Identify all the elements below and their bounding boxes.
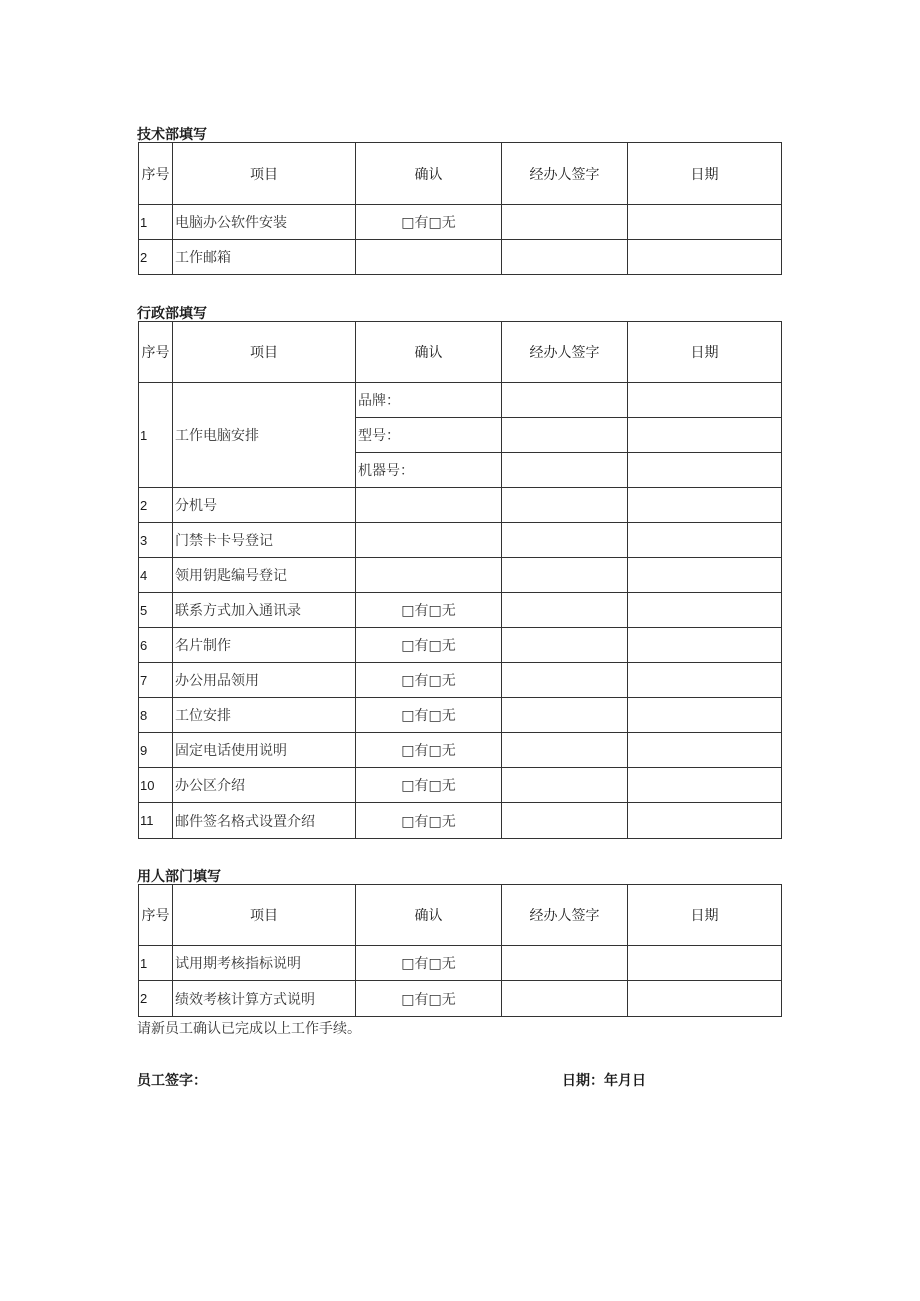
signer-cell[interactable] <box>502 768 628 803</box>
table-row <box>139 558 782 593</box>
row-no: 5 <box>139 593 173 628</box>
signer-cell[interactable] <box>502 205 628 240</box>
row-item: 门禁卡卡号登记 <box>173 523 356 558</box>
row-no: 1 <box>139 205 173 240</box>
row-no: 4 <box>139 558 173 593</box>
date-cell[interactable] <box>628 205 782 240</box>
table-row <box>139 593 782 628</box>
row-item: 分机号 <box>173 488 356 523</box>
hiring-table <box>138 884 782 1017</box>
date-cell[interactable] <box>628 768 782 803</box>
confirm-cell[interactable] <box>356 240 502 275</box>
date-cell[interactable] <box>628 663 782 698</box>
table-header-row <box>139 885 782 946</box>
row-item: 工位安排 <box>173 698 356 733</box>
row-no: 1 <box>139 383 173 488</box>
signer-cell[interactable] <box>502 488 628 523</box>
confirm-cell[interactable] <box>356 523 502 558</box>
row-no: 7 <box>139 663 173 698</box>
row-no: 1 <box>139 946 173 981</box>
employee-sign-label: 员工签字： <box>137 1073 207 1089</box>
date-cell[interactable] <box>628 733 782 768</box>
date-cell[interactable] <box>628 488 782 523</box>
row-no: 2 <box>139 488 173 523</box>
table-header-row <box>139 322 782 383</box>
row-item: 电脑办公软件安装 <box>173 205 356 240</box>
date-cell[interactable] <box>628 418 782 453</box>
table-row <box>139 981 782 1017</box>
row-no: 9 <box>139 733 173 768</box>
row-no: 10 <box>139 768 173 803</box>
admin-table <box>138 321 782 839</box>
row-item: 名片制作 <box>173 628 356 663</box>
confirm-checkbox[interactable]: □有□无 <box>356 946 502 981</box>
row-item: 固定电话使用说明 <box>173 733 356 768</box>
header-signer: 经办人签字 <box>502 322 628 383</box>
serial-field[interactable]: 机器号： <box>356 453 502 488</box>
table-row <box>139 628 782 663</box>
table-row <box>139 523 782 558</box>
header-signer: 经办人签字 <box>502 885 628 946</box>
table-row <box>139 946 782 981</box>
row-no: 2 <box>139 240 173 275</box>
header-item: 项目 <box>173 322 356 383</box>
row-no: 3 <box>139 523 173 558</box>
table-row <box>139 803 782 839</box>
row-item: 办公用品领用 <box>173 663 356 698</box>
confirm-checkbox[interactable]: □有□无 <box>356 663 502 698</box>
header-confirm: 确认 <box>356 885 502 946</box>
signer-cell[interactable] <box>502 628 628 663</box>
signer-cell[interactable] <box>502 803 628 839</box>
date-cell[interactable] <box>628 240 782 275</box>
row-item: 工作电脑安排 <box>173 383 356 488</box>
header-no: 序号 <box>139 322 173 383</box>
tech-section-title: 技术部填写 <box>137 127 207 143</box>
table-row <box>139 205 782 240</box>
row-item: 邮件签名格式设置介绍 <box>173 803 356 839</box>
row-no: 6 <box>139 628 173 663</box>
admin-section-title: 行政部填写 <box>137 306 207 322</box>
confirm-checkbox[interactable]: □有□无 <box>356 593 502 628</box>
row-no: 11 <box>139 803 173 839</box>
table-row <box>139 768 782 803</box>
row-item: 办公区介绍 <box>173 768 356 803</box>
confirm-cell[interactable] <box>356 558 502 593</box>
signer-cell[interactable] <box>502 523 628 558</box>
header-item: 项目 <box>173 885 356 946</box>
confirm-checkbox[interactable]: □有□无 <box>356 981 502 1017</box>
tech-table <box>138 142 782 275</box>
date-cell[interactable] <box>628 593 782 628</box>
date-cell[interactable] <box>628 946 782 981</box>
row-no: 2 <box>139 981 173 1017</box>
header-no: 序号 <box>139 143 173 205</box>
row-item: 联系方式加入通讯录 <box>173 593 356 628</box>
date-cell[interactable] <box>628 558 782 593</box>
confirm-checkbox[interactable]: □有□无 <box>356 768 502 803</box>
row-item: 绩效考核计算方式说明 <box>173 981 356 1017</box>
date-cell[interactable] <box>628 628 782 663</box>
header-confirm: 确认 <box>356 143 502 205</box>
header-date: 日期 <box>628 885 782 946</box>
signer-cell[interactable] <box>502 453 628 488</box>
table-row <box>139 488 782 523</box>
signer-cell[interactable] <box>502 558 628 593</box>
confirm-checkbox[interactable]: □有□无 <box>356 205 502 240</box>
table-header-row <box>139 143 782 205</box>
date-cell[interactable] <box>628 981 782 1017</box>
signer-cell[interactable] <box>502 663 628 698</box>
confirmation-note: 请新员工确认已完成以上工作手续。 <box>137 1021 361 1037</box>
row-item: 领用钥匙编号登记 <box>173 558 356 593</box>
hiring-section-title: 用人部门填写 <box>137 869 221 885</box>
date-cell[interactable] <box>628 383 782 418</box>
date-cell[interactable] <box>628 453 782 488</box>
header-item: 项目 <box>173 143 356 205</box>
brand-field[interactable]: 品牌： <box>356 383 502 418</box>
footer-date-label: 日期：年月日 <box>562 1073 646 1089</box>
confirm-checkbox[interactable]: □有□无 <box>356 803 502 839</box>
signer-cell[interactable] <box>502 593 628 628</box>
confirm-checkbox[interactable]: □有□无 <box>356 733 502 768</box>
table-row <box>139 663 782 698</box>
table-row <box>139 240 782 275</box>
row-item: 工作邮箱 <box>173 240 356 275</box>
signer-cell[interactable] <box>502 698 628 733</box>
table-row <box>139 698 782 733</box>
confirm-cell[interactable] <box>356 488 502 523</box>
signer-cell[interactable] <box>502 733 628 768</box>
signer-cell[interactable] <box>502 383 628 418</box>
signer-cell[interactable] <box>502 981 628 1017</box>
signer-cell[interactable] <box>502 418 628 453</box>
confirm-checkbox[interactable]: □有□无 <box>356 698 502 733</box>
header-date: 日期 <box>628 143 782 205</box>
header-no: 序号 <box>139 885 173 946</box>
table-row <box>139 733 782 768</box>
date-cell[interactable] <box>628 698 782 733</box>
header-date: 日期 <box>628 322 782 383</box>
date-cell[interactable] <box>628 803 782 839</box>
row-no: 8 <box>139 698 173 733</box>
row-item: 试用期考核指标说明 <box>173 946 356 981</box>
header-signer: 经办人签字 <box>502 143 628 205</box>
signer-cell[interactable] <box>502 946 628 981</box>
confirm-checkbox[interactable]: □有□无 <box>356 628 502 663</box>
header-confirm: 确认 <box>356 322 502 383</box>
table-row <box>139 383 782 418</box>
date-cell[interactable] <box>628 523 782 558</box>
signer-cell[interactable] <box>502 240 628 275</box>
model-field[interactable]: 型号： <box>356 418 502 453</box>
